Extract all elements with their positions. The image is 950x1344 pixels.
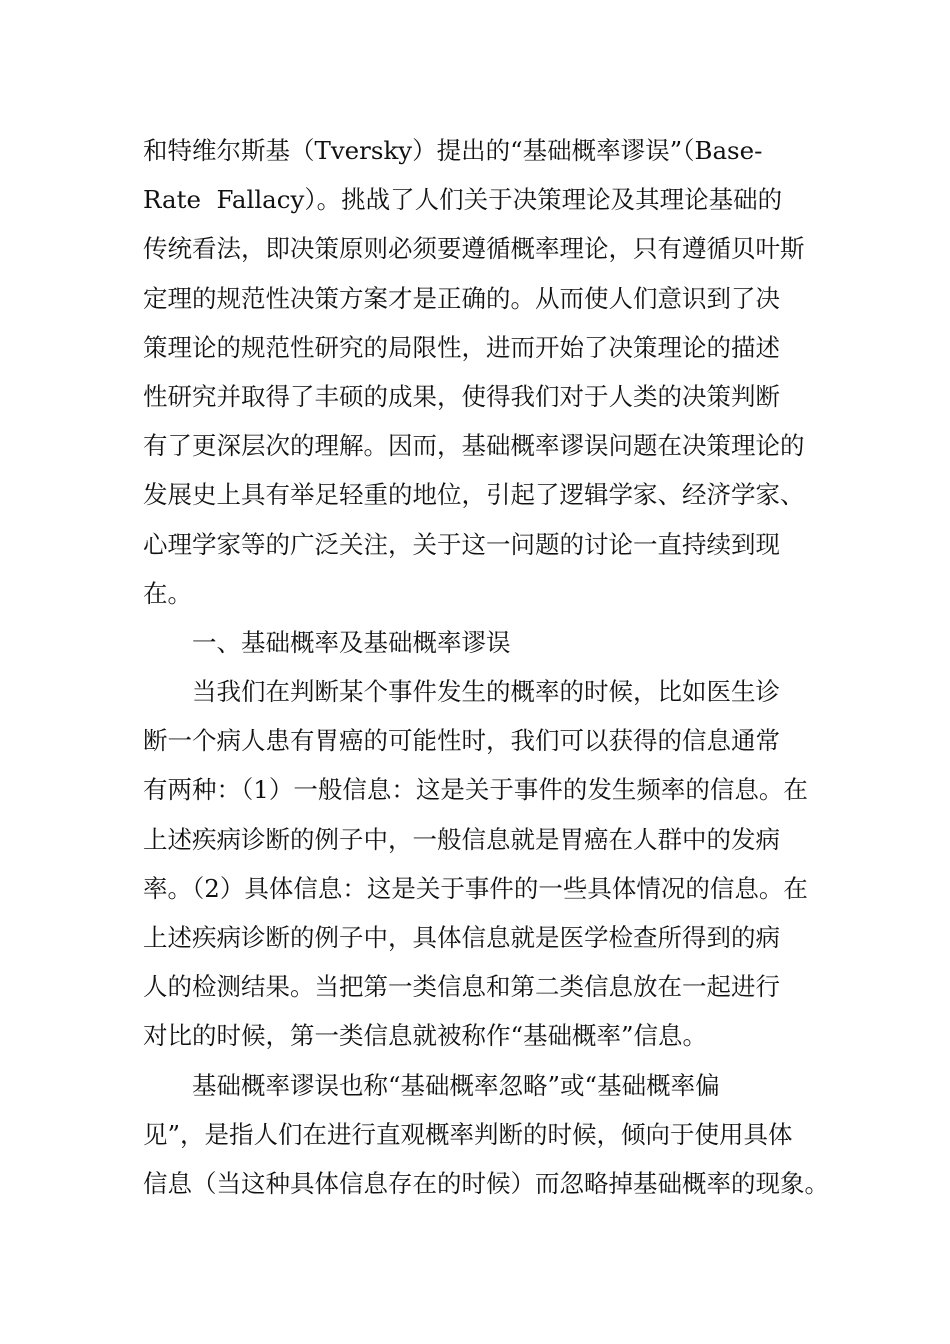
text-line: 和特维尔斯基（Tversky）提出的“基础概率谬误”（Base- xyxy=(143,136,763,165)
text-line: 发展史上具有举足轻重的地位，引起了逻辑学家、经济学家、 xyxy=(143,480,805,510)
text-line: 见”，是指人们在进行直观概率判断的时候，倾向于使用具体 xyxy=(143,1119,793,1149)
text-line: 传统看法，即决策原则必须要遵循概率理论，只有遵循贝叶斯 xyxy=(143,234,805,264)
text-line: 当我们在判断某个事件发生的概率的时候，比如医生诊 xyxy=(192,677,780,707)
text-line: 定理的规范性决策方案才是正确的。从而使人们意识到了决 xyxy=(143,283,780,313)
text-line: 断一个病人患有胃癌的可能性时，我们可以获得的信息通常 xyxy=(143,726,780,756)
text-line: 有两种：（1）一般信息：这是关于事件的发生频率的信息。在 xyxy=(143,775,808,805)
text-line: 心理学家等的广泛关注，关于这一问题的讨论一直持续到现 xyxy=(143,529,780,559)
text-line: 在。 xyxy=(143,578,192,608)
text-line: 信息（当这种具体信息存在的时候）而忽略掉基础概率的现象。 xyxy=(143,1168,829,1198)
text-line: 基础概率谬误也称“基础概率忽略”或“基础概率偏 xyxy=(192,1070,720,1100)
body-text xyxy=(143,126,829,1208)
text-line: 率。（2）具体信息：这是关于事件的一些具体情况的信息。在 xyxy=(143,873,808,903)
text-line: Rate Fallacy）。挑战了人们关于决策理论及其理论基础的 xyxy=(143,185,783,215)
text-line: 有了更深层次的理解。因而，基础概率谬误问题在决策理论的 xyxy=(143,431,805,461)
text-line: 对比的时候，第一类信息就被称作“基础概率”信息。 xyxy=(143,1021,708,1051)
text-line: 策理论的规范性研究的局限性，进而开始了决策理论的描述 xyxy=(143,332,780,362)
text-line: 人的检测结果。当把第一类信息和第二类信息放在一起进行 xyxy=(143,972,780,1002)
text-line: 上述疾病诊断的例子中，一般信息就是胃癌在人群中的发病 xyxy=(143,824,780,854)
text-line: 性研究并取得了丰硕的成果，使得我们对于人类的决策判断 xyxy=(143,381,780,411)
text-line: 上述疾病诊断的例子中，具体信息就是医学检查所得到的病 xyxy=(143,923,780,952)
section-heading: 一、基础概率及基础概率谬误 xyxy=(192,627,511,657)
